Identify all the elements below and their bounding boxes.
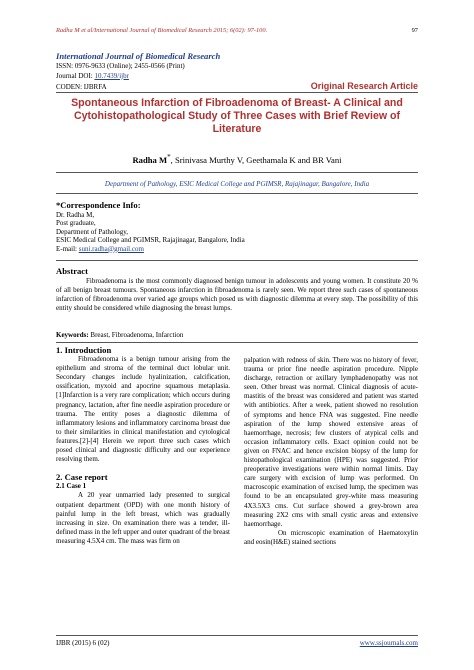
abstract-heading: Abstract <box>56 266 88 276</box>
doi-label: Journal DOI: <box>56 71 95 80</box>
email-label: E-mail: <box>56 244 79 253</box>
authors <box>56 153 418 165</box>
keywords <box>56 331 183 339</box>
journal-doi <box>56 72 129 82</box>
affiliation-rule <box>56 193 418 194</box>
abstract-rule <box>56 342 418 343</box>
intro-heading: 1. Introduction <box>56 345 112 355</box>
correspondence-block <box>56 211 245 253</box>
footer-issue: IJBR (2015) 6 (02) <box>56 639 110 647</box>
page-number: 97 <box>411 27 418 34</box>
left-column <box>56 346 230 546</box>
intro-text: Fibroadenoma is a benign tumour arising from the epithelium and stroma of the terminal duct lobular unit. Secondary changes include hyalinization, calcification, ossification, myxoid and apocrine squamous metaplasia.[1]Infarction is a very rare complication; which occurs during pregnancy, lactation, after fine needle aspiration procedure or trauma. The entity poses a diagnostic dilemma of inflammatory lesions and inflammatory carcinoma breast due to their similarities in clinical manifestation and cytological features.[2]-[4] Herein we report three such cases which posed clinical and diagnostic difficulty and our experience resolving them. <box>56 355 230 464</box>
footer <box>56 639 418 647</box>
coden: CODEN: IJBRFA <box>56 83 107 91</box>
running-header-text: Radha M et al/International Journal of Biomedical Research 2015; 6(02): 97-100. <box>56 27 268 34</box>
affiliation: Department of Pathology, ESIC Medical College and PGIMSR, Rajajinagar, Bangalore, India <box>104 180 370 188</box>
header-rule <box>56 92 418 93</box>
coden-row <box>56 81 418 91</box>
keywords-label: Keywords: <box>56 331 91 339</box>
authors-rule <box>56 172 418 173</box>
running-header <box>56 27 418 34</box>
journal-name: International Journal of Biomedical Research <box>56 51 221 61</box>
email-link[interactable]: suni.radha@gmail.com <box>78 244 144 253</box>
article-type: Original Research Article <box>310 81 418 91</box>
corresponding-mark: * <box>167 153 171 161</box>
correspondence-heading: *Correspondence Info: <box>56 200 141 210</box>
right-column <box>244 356 418 547</box>
case-report-heading: 2. Case report <box>56 472 108 483</box>
keywords-list: Breast, Fibroadenoma, Infarction <box>90 331 184 339</box>
issn: ISSN: 0976-9633 (Online); 2455-0566 (Print) <box>56 62 185 70</box>
right-para-1: palpation with redness of skin. There was no history of fever, trauma or prior fine needle aspiration procedure. Nipple discharge, retraction or axillary lymphadenopathy was not seen. Other breast was normal. Clinical diagnosis of acute- mastitis of the breast was considered and patient was started with antibiotics. After a week, patient showed no resolution of symptoms and hence FNA was suggested. Fine needle aspiration of the lump showed extensive areas of haemorrhage, necrosis; few clusters of atypical cells and occasion inflammatory cells. Exact opinion could not be given on FNAC and hence excision biopsy of the lump for histopathological examination (HPE) was suggested. Prior preoperative investigations were within normal limits. Day care surgery with excision of lump was performed. On macroscopic examination of excised lump, the specimen was found to be an encapsulated grey-white mass measuring 4X3.5X3 cms. Cut surface showed a grey-brown area measuring 2X2 cms with small cystic areas and extensive haemorrhage. <box>244 356 418 528</box>
corr-line-1: Dr. Radha M, <box>56 211 95 219</box>
footer-website-link[interactable]: www.ssjournals.com <box>359 639 418 647</box>
co-authors: , Srinivasa Murthy V, Geethamala K and BR Vani <box>170 154 342 165</box>
corr-line-4: ESIC Medical College and PGIMSR, Rajajinagar, Bangalore, India <box>56 236 245 245</box>
corr-line-3: Department of Pathology, <box>56 227 129 236</box>
correspondence-rule <box>56 260 418 261</box>
article-title: Spontaneous Infarction of Fibroadenoma of Breast- A Clinical and Cytohistopathological Study of Three Cases with Brief Review of Literature <box>71 97 403 135</box>
footer-rule <box>56 635 418 636</box>
first-author: Radha M <box>132 154 168 165</box>
corr-line-2: Post graduate, <box>56 219 96 228</box>
corr-email-line <box>56 245 245 253</box>
case-1-heading: 2.1 Case 1 <box>56 482 87 491</box>
case-1-text: A 20 year unmarried lady presented to surgical outpatient department (OPD) with one month history of painful lump in the left breast, which was gradually increasing in size. On examination there was a tender, ill-defined mass in the left upper and outer quadrant of the breast measuring 4.5X4 cm. The mass was firm on <box>56 491 230 545</box>
right-para-2: On microscopic examination of Haematoxylin and eosin(H&E) stained sections <box>244 528 418 546</box>
abstract-text: Fibroadenoma is the most commonly diagnosed benign tumour in adolescents and young women. It constitute 20 % of all benign breast tumours. Spontaneous infarction in fibroadenoma is rarely seen. We report three such cases of spontaneous infarction of fibroadenoma over varied age groups which posed us with diagnostic dilemma at every step. The possibility of this entity should be considered while diagnosing the breast lumps. <box>56 277 418 313</box>
doi-link[interactable]: 10.7439/ijbr <box>94 71 129 80</box>
